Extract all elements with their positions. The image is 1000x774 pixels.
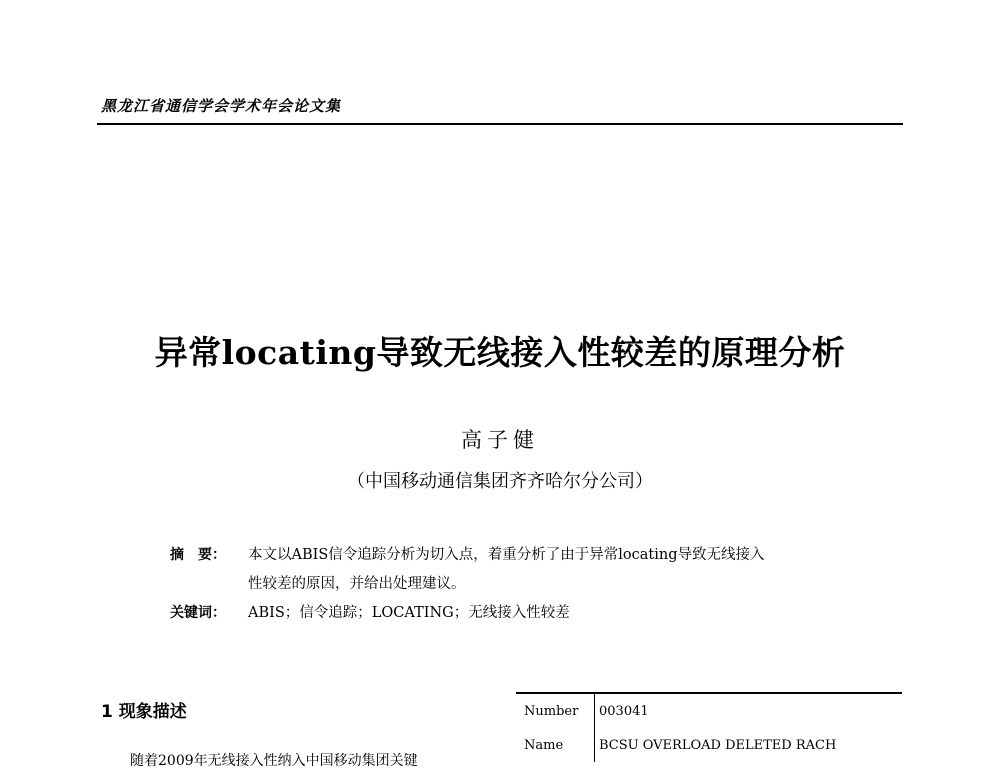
table-value: 003041 <box>599 703 649 719</box>
abstract-block <box>170 541 850 628</box>
table-value: BCSU OVERLOAD DELETED RACH <box>599 737 837 753</box>
abstract-row <box>170 541 850 570</box>
alarm-table <box>516 692 902 762</box>
paper-title: 异常locating导致无线接入性较差的原理分析 <box>154 333 846 372</box>
running-header: 黑龙江省通信学会学术年会论文集 <box>101 97 342 115</box>
keywords-row <box>170 599 850 628</box>
abstract-line-1: 本文以ABIS信令追踪分析为切入点，着重分析了由于异常locating导致无线接入 <box>248 547 765 563</box>
table-row <box>516 693 902 728</box>
section-body-text: 随着2009年无线接入性纳入中国移动集团关键 <box>130 753 418 769</box>
paper-author: 高子健 <box>461 428 539 452</box>
header-rule <box>97 123 903 125</box>
abstract-line-2: 性较差的原因，并给出处理建议。 <box>248 576 466 592</box>
table-row <box>516 728 902 762</box>
keywords-text: ABIS；信令追踪；LOCATING；无线接入性较差 <box>248 605 570 621</box>
section-heading: 1 现象描述 <box>101 702 187 722</box>
keywords-label: 关键词： <box>170 605 226 621</box>
table-key: Number <box>516 693 595 728</box>
paper-affiliation: （中国移动通信集团齐齐哈尔分公司） <box>347 471 653 492</box>
abstract-label: 摘 要： <box>170 547 226 563</box>
table-key: Name <box>516 728 595 762</box>
